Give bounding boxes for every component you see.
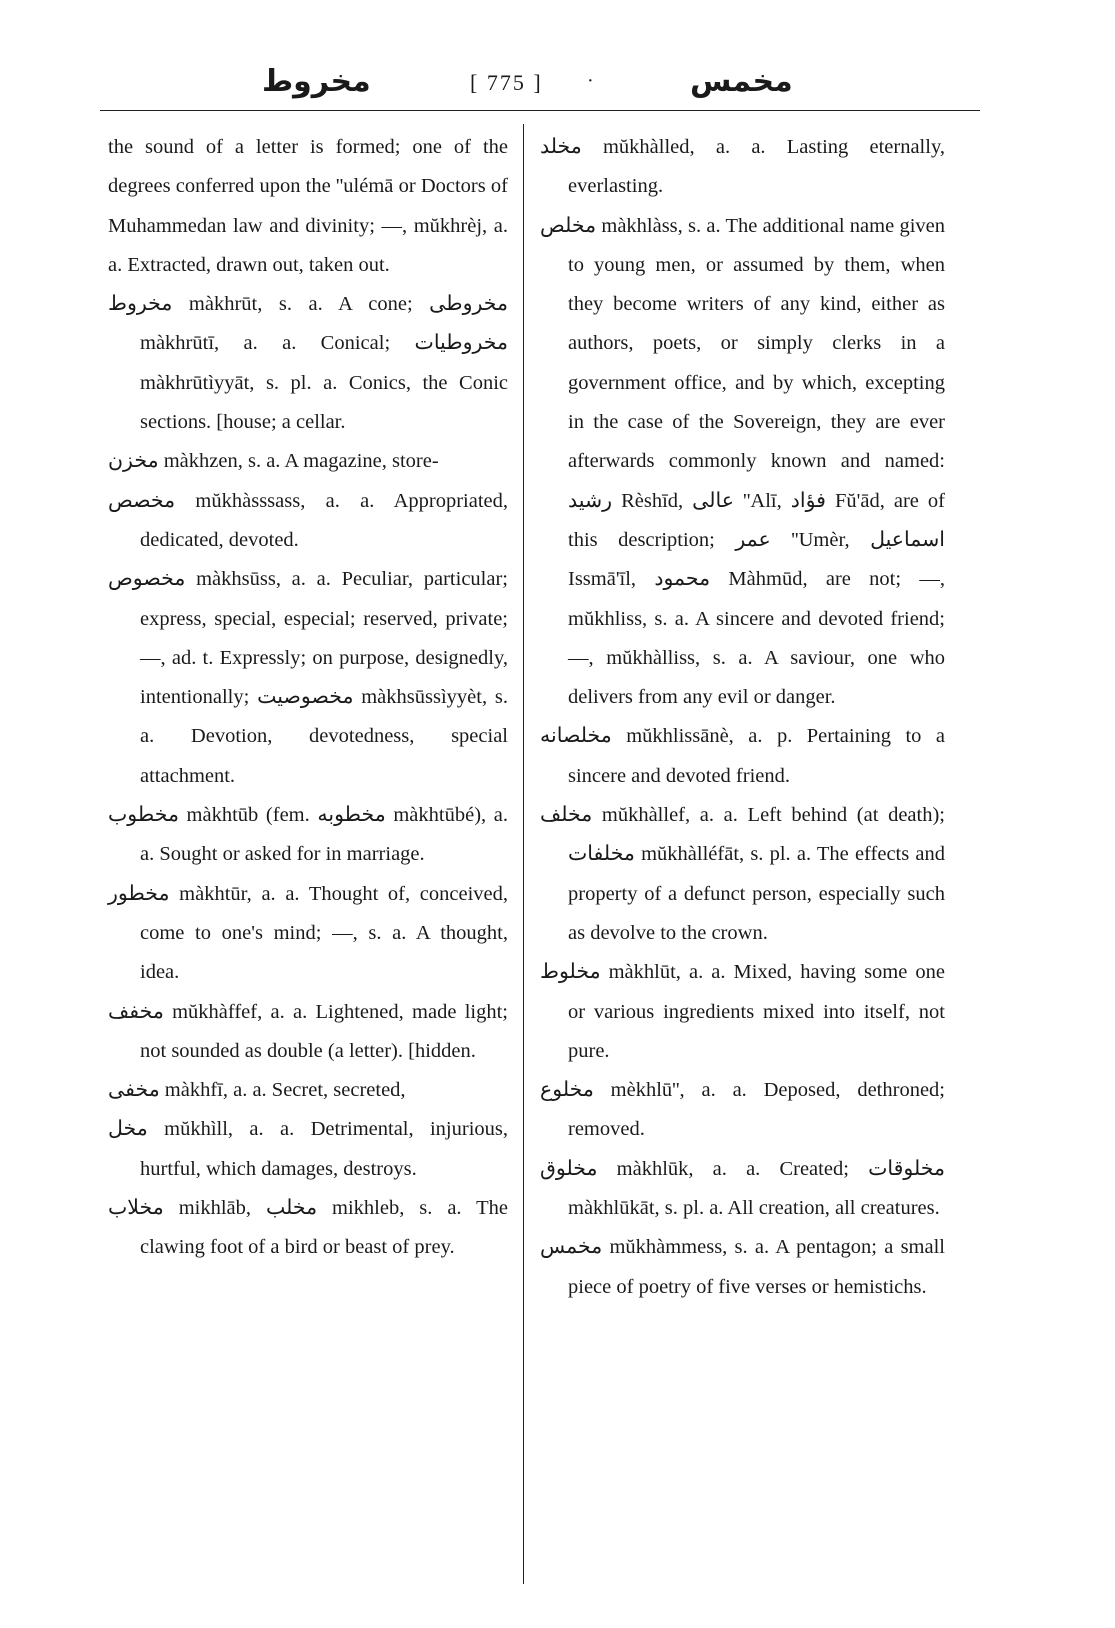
dictionary-entry: مخفف mŭkhàffef, a. a. Lightened, made light; not sounded as double (a letter). [hidden. — [108, 1000, 508, 1062]
dictionary-entry: مخلوق màkhlūk, a. a. Created; مخلوقات màkhlūkāt, s. pl. a. All creation, all creatures. — [540, 1157, 945, 1220]
dictionary-entry: the sound of a letter is formed; one of the degrees conferred upon the ''ulémā or Doctors of Muhammedan law and divinity; —, mŭkhrèj, a. a. Extracted, drawn out, taken out. — [108, 136, 508, 276]
dictionary-entry: مخلوع mèkhlū'', a. a. Deposed, dethroned; removed. — [540, 1079, 945, 1141]
dictionary-entry: مخل mŭkhìll, a. a. Detrimental, injurious, hurtful, which damages, destroys. — [108, 1118, 508, 1180]
dictionary-entry: مخمس mŭkhàmmess, s. a. A pentagon; a small piece of poetry of five verses or hemistichs. — [540, 1236, 945, 1298]
dictionary-entry: مخطوب màkhtūb (fem. مخطوبه màkhtūbé), a. a. Sought or asked for in marriage. — [108, 804, 508, 866]
page-number: [ 775 ] — [470, 70, 543, 95]
dictionary-entry: مخلصانه mŭkhlissānè, a. p. Pertaining to a sincere and devoted friend. — [540, 725, 945, 787]
header-rule — [100, 110, 980, 111]
dictionary-entry: مخلص màkhlàss, s. a. The additional name given to young men, or assumed by them, when they become writers of any kind, either as authors, poets, or simply clerks in a government office, and by which, excepting in the case of the Sovereign, they are ever afterwards commonly known and named: رشيد Rèshīd, عالى ''Alī, فؤاد Fŭ'ād, are of this description; عمر ''Umèr, اسماعيل Issmā'īl, محمود Màhmūd, are not; —, mŭkhliss, s. a. A sincere and devoted friend; —, mŭkhàlliss, s. a. A saviour, one who delivers from any evil or danger. — [540, 214, 945, 709]
dictionary-entry: مخزن màkhzen, s. a. A magazine, store- — [108, 450, 439, 473]
left-running-headword: مخروط — [262, 64, 371, 99]
left-column — [108, 128, 508, 1268]
dictionary-entry: مخطور màkhtūr, a. a. Thought of, conceived, come to one's mind; —, s. a. A thought, idea. — [108, 882, 508, 984]
header-dot: · — [587, 70, 594, 92]
column-divider — [523, 124, 524, 1584]
dictionary-entry: مخلوط màkhlūt, a. a. Mixed, having some one or various ingredients mixed into itself, not pure. — [540, 961, 945, 1062]
dictionary-entry: مخفى màkhfī, a. a. Secret, secreted, — [108, 1079, 406, 1102]
dictionary-entry: مخلف mŭkhàllef, a. a. Left behind (at death); مخلفات mŭkhàlléfāt, s. pl. a. The effects and property of a defunct person, especially such as devolve to the crown. — [540, 804, 945, 944]
dictionary-entry: مخلد mŭkhàlled, a. a. Lasting eternally, everlasting. — [540, 136, 945, 198]
dictionary-entry: مخلاب mikhlāb, مخلب mikhleb, s. a. The clawing foot of a bird or beast of prey. — [108, 1197, 509, 1259]
page-header — [0, 62, 1115, 112]
right-column — [540, 128, 945, 1307]
dictionary-entry: مخروط màkhrūt, s. a. A cone; مخروطى màkhrūtī, a. a. Conical; مخروطيات màkhrūtìyyāt, s. pl. a. Conics, the Conic sections. [house; a cellar. — [108, 293, 508, 434]
dictionary-entry: مخصص mŭkhàsssass, a. a. Appropriated, dedicated, devoted. — [108, 489, 508, 551]
dictionary-entry: مخصوص màkhsūss, a. a. Peculiar, particular; express, special, especial; reserved, private; —, ad. t. Expressly; on purpose, designedly, intentionally; مخصوصيت màkhsūssìyyèt, s. a. Devotion, devotedness, special attachment. — [108, 568, 508, 787]
right-running-headword: مخمس — [690, 64, 793, 99]
